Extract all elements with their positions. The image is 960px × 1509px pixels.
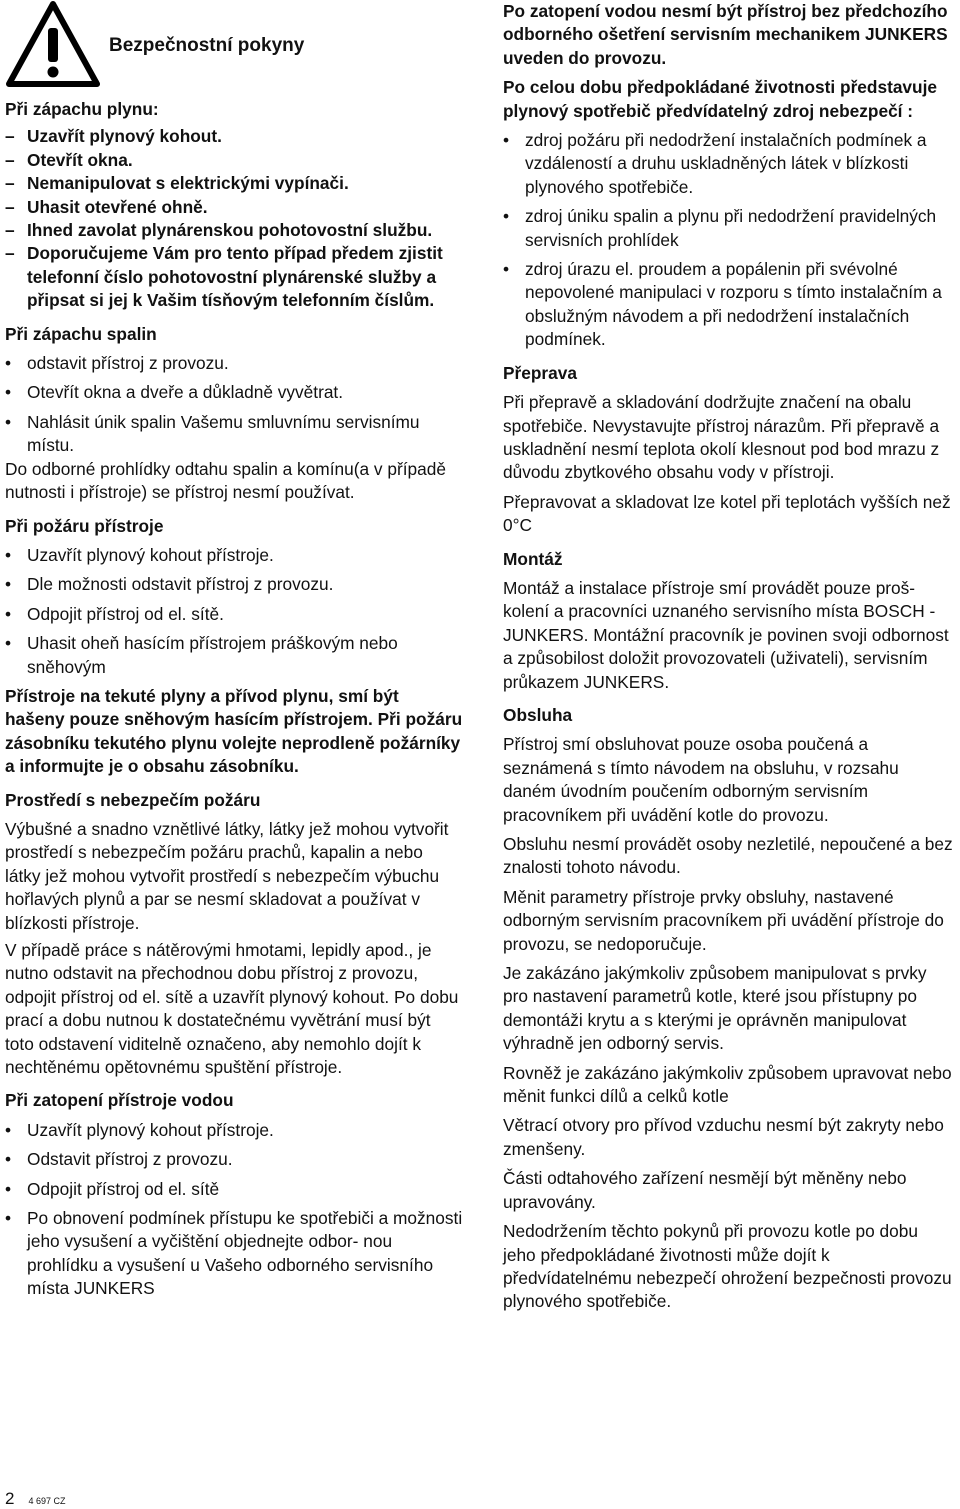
flood-heading: Při zatopení přístroje vodou	[5, 1090, 234, 1111]
transport-p1: Při přepravě a skladování dodržujte značení na obalu spotřebiče. Nevystavujte přístroj nárazům. Při přepravě a uskladnění nesmí teplota okolí klesnout pod bod mrazu z důvodu zbytkového obsahu vody v přístroji.	[503, 392, 940, 483]
gas-item: – Ihned zavolat plynárenskou pohotovostní službu.	[5, 219, 463, 242]
gas-item: – Otevřít okna.	[5, 149, 463, 172]
operation-paragraph: Nedodržením těchto pokynů při provozu kotle po dobu jeho předpokládané životnosti může dojít k předvídatelnému nebezpečí ohrožení bezpečnosti provozu plynového spotřebiče.	[503, 1221, 952, 1312]
hazard-bold-note: Po celou dobu předpokládané životnosti představuje plynový spotřebič předvídatelný zdroj nebezpečí :	[503, 77, 938, 121]
gas-item: – Uzavřít plynový kohout.	[5, 125, 463, 148]
flood-item: • Odstavit přístroj z provozu.	[5, 1148, 463, 1171]
transport-p2: Přepravovat a skladovat lze kotel při teplotách vyšších než 0°C	[503, 491, 951, 536]
operation-paragraph: Měnit parametry přístroje prvky obsluhy, nastavené odborným servisním pracovníkem při uvádění přístroje do provozu, se nedoporučuje.	[503, 886, 944, 954]
fire-bold-note: Přístroje na tekuté plyny a přívod plynu, smí být hašeny pouze sněhovým hasícím přístrojem. Při požáru zásobníku tekutého plynu volejte neprodleně požárníky a informujte je o obsahu zásobníku.	[5, 685, 463, 777]
hazard-item: • zdroj úniku spalin a plynu při nedodržení pravidelných servisních prohlídek	[503, 205, 955, 252]
flue-gas-heading: Při zápachu spalin	[5, 323, 157, 344]
gas-smell-heading: Při zápachu plynu:	[5, 99, 159, 119]
safety-title: Bezpečnostní pokyny	[109, 35, 305, 56]
right-column	[503, 0, 955, 1314]
operation-paragraph: Přístroj smí obsluhovat pouze osoba poučená a seznámená s tímto návodem na obsluhu, v rozsahu daném úvodním poučením odborným servisním pracovníkem při uvádění kotle do provozu.	[503, 734, 899, 825]
operation-paragraph: Části odtahového zařízení nesmějí být měněny nebo upravovány.	[503, 1168, 907, 1212]
flood-item: • Odpojit přístroj od el. sítě	[5, 1178, 463, 1201]
gas-item: – Doporučujeme Vám pro tento případ předem zjistit telefonní číslo pohotovostní plynárenské služby a připsat si jej k Vašim tísňovým telefonním číslům.	[5, 242, 463, 312]
hazard-item: • zdroj úrazu el. proudem a popálenin při svévolné nepovolené manipulaci v rozporu s tímto instalačním a obslužným návodem a při nedodržení instalačních podmínek.	[503, 258, 955, 352]
page-footer	[5, 1489, 66, 1509]
flood-item: • Uzavřít plynový kohout přístroje.	[5, 1119, 463, 1142]
transport-heading: Přeprava	[503, 362, 577, 383]
installation-heading: Montáž	[503, 548, 563, 569]
warning-triangle-icon	[5, 0, 101, 88]
flue-tail: Do odborné prohlídky odtahu spalin a komínu(a v případě nutnosti i přístroje) se přístroj nesmí používat.	[5, 458, 446, 503]
operation-paragraph: Je zakázáno jakýmkoliv způsobem manipulovat s prvky pro nastavení parametrů kotle, které jsou přístupny po demontáži krytu a s kterými je oprávněn manipulovat výhradně jen odborný servis.	[503, 963, 927, 1054]
flue-item: • Nahlásit únik spalin Vašemu smluvnímu servisnímu místu.	[5, 411, 463, 458]
operation-heading: Obsluha	[503, 704, 573, 725]
operation-paragraph: Rovněž je zakázáno jakýmkoliv způsobem upravovat nebo měnit funkci dílů a celků kotle	[503, 1062, 952, 1107]
gas-item: – Uhasit otevřené ohně.	[5, 196, 463, 219]
safety-header	[5, 0, 463, 94]
explosive-heading: Prostředí s nebezpečím požáru	[5, 789, 261, 810]
fire-heading: Při požáru přístroje	[5, 515, 164, 536]
fire-item: • Uhasit oheň hasícím přístrojem práškovým nebo sněhovým	[5, 632, 463, 679]
flue-item: • odstavit přístroj z provozu.	[5, 352, 463, 375]
explosive-p1: Výbušné a snadno vznětlivé látky, látky jež mohou vytvořit prostředí s nebezpečím požáru prachů, kapalin a nebo látky jež mohou vytvořit prostředí s nebezpečím výbuchu hořlavých plynů a par se nesmí skladovat a používat v blízkosti přístroje.	[5, 818, 449, 933]
operation-paragraph: Obsluhu nesmí provádět osoby nezletilé, nepoučené a bez znalosti tohoto návodu.	[503, 834, 953, 878]
fire-item: • Dle možnosti odstavit přístroj z provozu.	[5, 573, 463, 596]
document-code: 4 697 CZ	[28, 1496, 66, 1506]
explosive-p2: V případě práce s nátěrovými hmotami, lepidly apod., je nutno odstavit na přechodnou dobu přístroj z provozu, odpojit přístroj od el. sítě a uzavřít plynový kohout. Po dobu prací a dobu nutnou k dostatečnému vyvětrání musí být toto odstavení viditelně označeno, aby nemohlo dojít k nechtěnému opětovnému spuštění přístroje.	[5, 940, 459, 1078]
installation-p1: Montáž a instalace přístroje smí provádět pouze proš- kolení a pracovníci uznaného servisního místa BOSCH - JUNKERS. Montážní pracovník je povinen svoji odbornost a způsobilost doložit provozovateli (uživateli), servisním průkazem JUNKERS.	[503, 577, 949, 692]
flood-bold-note: Po zatopení vodou nesmí být přístroj bez předchozího odborného ošetření servisním mechanikem JUNKERS uveden do provozu.	[503, 1, 948, 68]
page-number: 2	[5, 1489, 15, 1508]
hazard-item: • zdroj požáru při nedodržení instalačních podmínek a vzdáleností a druhu uskladněných látek v blízkosti plynového spotřebiče.	[503, 129, 955, 199]
left-column	[5, 0, 463, 1301]
flue-item: • Otevřít okna a dveře a důkladně vyvětrat.	[5, 381, 463, 404]
operation-paragraph: Větrací otvory pro přívod vzduchu nesmí být zakryty nebo zmenšeny.	[503, 1115, 944, 1159]
fire-item: • Uzavřít plynový kohout přístroje.	[5, 544, 463, 567]
gas-item: – Nemanipulovat s elektrickými vypínači.	[5, 172, 463, 195]
fire-item: • Odpojit přístroj od el. sítě.	[5, 603, 463, 626]
flood-item: • Po obnovení podmínek přístupu ke spotřebiči a možnosti jeho vysušení a vyčištění objednejte odbor- nou prohlídku a vysušení u Vašeho odborného servisního místa JUNKERS	[5, 1207, 463, 1301]
